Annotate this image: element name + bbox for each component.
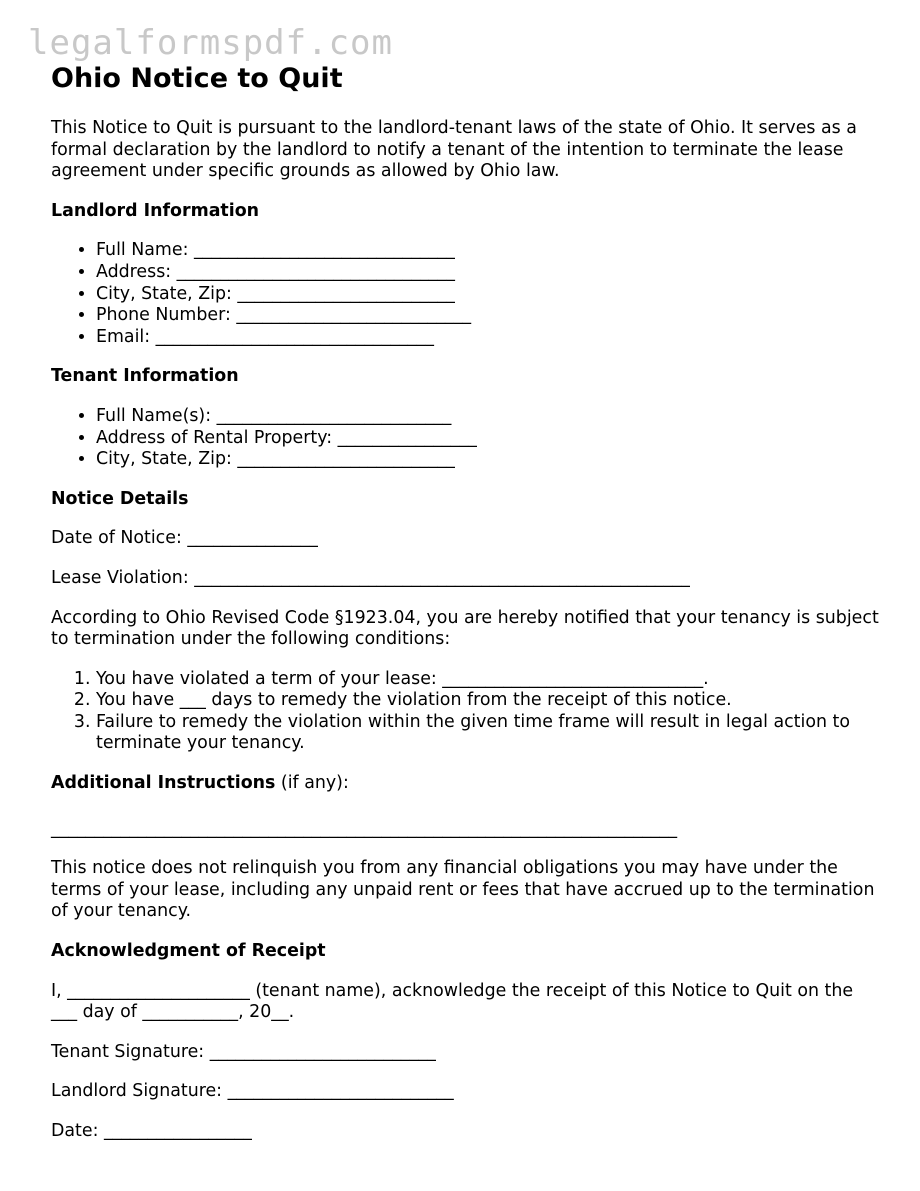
additional-instructions-suffix: (if any): <box>275 773 349 794</box>
tenant-list <box>51 406 881 471</box>
condition-item: 3. Failure to remedy the violation within the given time frame will result in legal action to terminate your tenancy. <box>96 712 881 755</box>
condition-item[interactable]: 1. You have violated a term of your lease: ______________________________. <box>96 669 881 691</box>
condition-item[interactable]: 2. You have ___ days to remedy the violation from the receipt of this notice. <box>96 690 881 712</box>
tenant-rental-address-field[interactable]: • Address of Rental Property: ________________ <box>96 428 881 450</box>
landlord-signature-field[interactable]: Landlord Signature: __________________________ <box>51 1081 454 1102</box>
lease-violation-field[interactable]: Lease Violation: _________________________________________________________ <box>51 567 690 588</box>
page-title: Ohio Notice to Quit <box>51 63 343 94</box>
landlord-address-field[interactable]: • Address: ________________________________ <box>96 262 881 284</box>
watermark: legalformspdf.com <box>28 23 393 63</box>
landlord-heading: Landlord Information <box>51 200 260 221</box>
conditions-list <box>51 669 881 755</box>
intro-paragraph: This Notice to Quit is pursuant to the landlord-tenant laws of the state of Ohio. It serves as a formal declaration by the landlord to notify a tenant of the intention to terminate the lease agreement under specific grounds as allowed by Ohio law. <box>51 118 857 182</box>
additional-instructions-heading: Additional Instructions <box>51 773 276 794</box>
additional-instructions-label <box>51 773 881 795</box>
notice-details-heading: Notice Details <box>51 488 189 509</box>
document-body <box>51 62 881 1143</box>
signature-date-field[interactable]: Date: _________________ <box>51 1121 252 1141</box>
acknowledgment-statement[interactable]: I, _____________________ (tenant name), acknowledge the receipt of this Notice to Quit on the ___ day of ___________, 20__. <box>51 980 854 1023</box>
tenant-heading: Tenant Information <box>51 366 239 387</box>
landlord-phone-field[interactable]: • Phone Number: ___________________________ <box>96 305 881 327</box>
obligations-paragraph: This notice does not relinquish you from any financial obligations you may have under the terms of your lease, including any unpaid rent or fees that have accrued up to the termination of your tenancy. <box>51 858 875 922</box>
date-of-notice-field[interactable]: Date of Notice: _______________ <box>51 528 318 549</box>
tenant-full-names-field[interactable]: • Full Name(s): ___________________________ <box>96 406 881 428</box>
landlord-list <box>51 240 881 348</box>
landlord-city-state-zip-field[interactable]: • City, State, Zip: _________________________ <box>96 284 881 306</box>
landlord-full-name-field[interactable]: • Full Name: ______________________________ <box>96 240 881 262</box>
tenant-city-state-zip-field[interactable]: • City, State, Zip: _________________________ <box>96 449 881 471</box>
landlord-email-field[interactable]: • Email: ________________________________ <box>96 327 881 349</box>
revised-code-paragraph: According to Ohio Revised Code §1923.04, you are hereby notified that your tenancy is subject to termination under the following conditions: <box>51 607 879 650</box>
tenant-signature-field[interactable]: Tenant Signature: __________________________ <box>51 1041 436 1062</box>
acknowledgment-heading: Acknowledgment of Receipt <box>51 941 326 962</box>
additional-instructions-field[interactable]: ________________________________________________________________________ <box>51 818 678 839</box>
